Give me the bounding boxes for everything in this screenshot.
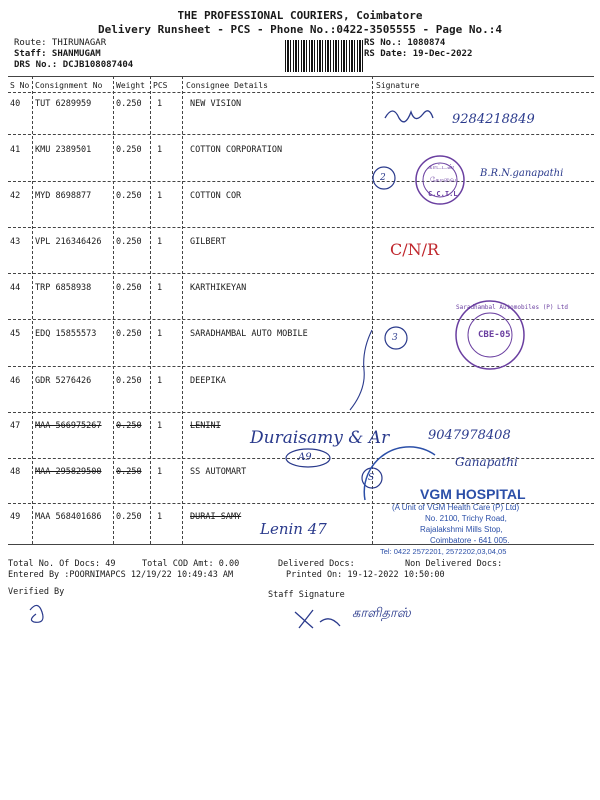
row-weight: 0.250 xyxy=(116,191,142,201)
handwritten-signature-48: Ganapathi xyxy=(455,455,518,469)
row-weight: 0.250 xyxy=(116,145,142,155)
row-consignee: SARADHAMBAL AUTO MOBILE xyxy=(190,329,308,339)
row-sno: 41 xyxy=(10,145,21,155)
rs-number: RS No.: 1080874 xyxy=(364,38,446,48)
row-consignee: NEW VISION xyxy=(190,99,242,109)
row-sno: 47 xyxy=(10,421,21,431)
row-consignee: COTTON COR xyxy=(190,191,242,201)
row-consignment: TRP 6858938 xyxy=(35,283,92,293)
handwritten-cnr: C/N/R xyxy=(390,240,440,259)
handwritten-phone-47: 9047978408 xyxy=(428,428,511,443)
row-pcs: 1 xyxy=(157,329,163,339)
row-weight: 0.250 xyxy=(116,421,142,431)
stamp-cci-bot: C.C.I.L xyxy=(428,190,458,198)
row-pcs: 1 xyxy=(157,283,163,293)
stamp-auto-city: CBE-05 xyxy=(478,330,511,340)
stamp-vgm-name: VGM HOSPITAL xyxy=(420,486,526,502)
row-consignee: DEEPIKA xyxy=(190,376,226,386)
row-pcs: 1 xyxy=(157,512,163,522)
row-sno: 40 xyxy=(10,99,21,109)
row-weight: 0.250 xyxy=(116,237,142,247)
row-consignee: KARTHIKEYAN xyxy=(190,283,247,293)
row-weight: 0.250 xyxy=(116,329,142,339)
column-header-weight: Weight xyxy=(116,81,145,90)
row-pcs: 1 xyxy=(157,376,163,386)
stamp-vgm-line3: Rajalakshmi Mills Stop, xyxy=(420,525,503,534)
row-consignee: GILBERT xyxy=(190,237,226,247)
row-pcs: 1 xyxy=(157,467,163,477)
row-pcs: 1 xyxy=(157,99,163,109)
handwritten-circle-48: S xyxy=(368,473,375,483)
row-consignment: MAA 295829500 xyxy=(35,467,102,477)
stamp-cci-mid: கோவை xyxy=(430,176,457,184)
handwritten-signature-41: B.R.N.ganapathi xyxy=(480,168,564,179)
total-docs: Total No. Of Docs: 49 xyxy=(8,559,116,569)
route-label: Route: THIRUNAGAR xyxy=(14,38,107,48)
column-header-pcs: PCS xyxy=(153,81,168,90)
verified-by-label: Verified By xyxy=(8,587,65,597)
handwritten-circle-45: 3 xyxy=(392,333,398,343)
row-weight: 0.250 xyxy=(116,376,142,386)
column-header-sno: S No xyxy=(10,81,30,90)
stamp-cci-top: காட்டன் xyxy=(428,163,455,171)
row-consignment: GDR 5276426 xyxy=(35,376,92,386)
row-consignment: MAA 568401686 xyxy=(35,512,102,522)
row-pcs: 1 xyxy=(157,237,163,247)
row-sno: 42 xyxy=(10,191,21,201)
row-consignment: KMU 2389501 xyxy=(35,145,92,155)
runsheet-title: THE PROFESSIONAL COURIERS, Coimbatore xyxy=(177,9,423,22)
row-consignee: SS AUTOMART xyxy=(190,467,247,477)
row-sno: 44 xyxy=(10,283,21,293)
stamp-vgm-line4: Coimbatore - 641 005. xyxy=(430,536,510,545)
row-weight: 0.250 xyxy=(116,283,142,293)
stamp-vgm-line1: (A Unit of VGM Health Care (P) Ltd) xyxy=(392,503,520,512)
stamp-vgm-line5: Tel: 0422 2572201, 2572202,03,04,05 xyxy=(380,547,507,556)
staff-label: Staff: SHANMUGAM xyxy=(14,49,101,59)
row-sno: 43 xyxy=(10,237,21,247)
row-sno: 46 xyxy=(10,376,21,386)
row-consignment: VPL 216346426 xyxy=(35,237,102,247)
row-consignment: MAA 566975267 xyxy=(35,421,102,431)
row-weight: 0.250 xyxy=(116,467,142,477)
drs-label: DRS No.: DCJB108087404 xyxy=(14,60,134,70)
row-weight: 0.250 xyxy=(116,99,142,109)
runsheet-subtitle: Delivery Runsheet - PCS - Phone No.:0422-3505555 - Page No.:4 xyxy=(98,23,502,36)
row-pcs: 1 xyxy=(157,191,163,201)
non-delivered-docs: Non Delivered Docs: xyxy=(405,559,503,569)
staff-signature-label: Staff Signature xyxy=(268,590,345,600)
row-sno: 48 xyxy=(10,467,21,477)
row-sno: 45 xyxy=(10,329,21,339)
row-consignment: TUT 6289959 xyxy=(35,99,92,109)
row-weight: 0.250 xyxy=(116,512,142,522)
row-consignment: MYD 8698877 xyxy=(35,191,92,201)
handwritten-circle-41: 2 xyxy=(380,173,386,183)
handwritten-lenin: Lenin 47 xyxy=(260,520,327,538)
row-consignee: DURAI SAMY xyxy=(190,512,242,522)
row-consignee: LENINI xyxy=(190,421,221,431)
row-pcs: 1 xyxy=(157,421,163,431)
handwritten-a9: A9 xyxy=(298,452,312,463)
column-header-consignment: Consignment No xyxy=(35,81,103,90)
row-sno: 49 xyxy=(10,512,21,522)
printed-on: Printed On: 19-12-2022 10:50:00 xyxy=(286,570,445,580)
handwritten-phone-40: 9284218849 xyxy=(452,112,535,127)
row-consignee: COTTON CORPORATION xyxy=(190,145,283,155)
column-header-consignee: Consignee Details xyxy=(186,81,268,90)
stamp-auto-text: Saradhambal Automobiles (P) Ltd xyxy=(456,304,568,311)
stamp-vgm-line2: No. 2100, Trichy Road, xyxy=(425,514,507,523)
rs-date: RS Date: 19-Dec-2022 xyxy=(364,49,473,59)
row-consignment: EDQ 15855573 xyxy=(35,329,97,339)
handwritten-staff-signature: காளிதாஸ் xyxy=(352,606,411,621)
column-header-signature: Signature xyxy=(376,81,420,90)
delivered-docs: Delivered Docs: xyxy=(278,559,355,569)
entered-by: Entered By :POORNIMAPCS 12/19/22 10:49:43 AM xyxy=(8,570,234,580)
row-pcs: 1 xyxy=(157,145,163,155)
handwritten-duraisamy: Duraisamy & Ar xyxy=(250,428,390,448)
total-cod: Total COD Amt: 0.00 xyxy=(142,559,240,569)
